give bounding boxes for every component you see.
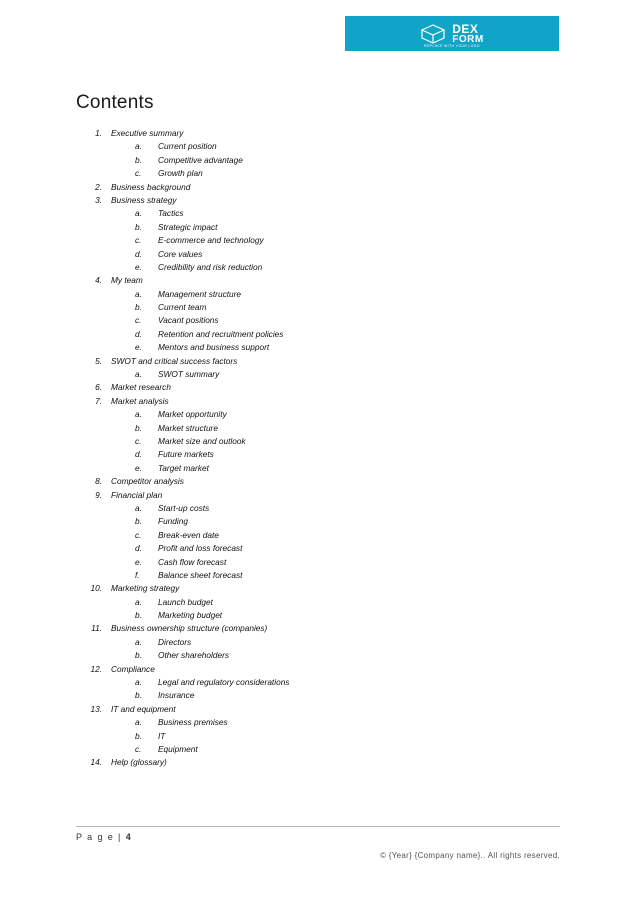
toc-subentry-label: Other shareholders xyxy=(158,650,230,661)
logo-brand-secondary: FORM xyxy=(452,33,484,45)
logo-placeholder xyxy=(345,16,559,51)
toc-entry-label: Executive summary xyxy=(111,128,184,138)
page-number xyxy=(76,832,132,842)
toc-subentry-label: Strategic impact xyxy=(158,221,218,232)
toc-subentry-number: b. xyxy=(135,690,142,701)
toc-subentry-number: b. xyxy=(135,302,142,313)
toc-entry-number: 9. xyxy=(95,489,102,500)
toc-entry[interactable] xyxy=(76,582,556,595)
toc-entry[interactable] xyxy=(76,756,556,769)
toc-subentry-number: e. xyxy=(135,462,142,473)
toc-subentry-label: SWOT summary xyxy=(158,369,220,380)
toc-subentry-label: Future markets xyxy=(158,449,214,460)
toc-subentry[interactable] xyxy=(76,288,556,301)
toc-subentry-number: a. xyxy=(135,636,142,647)
toc-subentry-label: Balance sheet forecast xyxy=(158,569,243,580)
toc-subentry[interactable] xyxy=(76,502,556,515)
toc-subentry[interactable] xyxy=(76,529,556,542)
toc-entry-label: Help (glossary) xyxy=(111,757,167,768)
toc-subentry[interactable] xyxy=(76,207,556,220)
toc-subentry-label: Funding xyxy=(158,516,188,527)
toc-subentry-label: Start-up costs xyxy=(158,502,210,513)
toc-subentry[interactable] xyxy=(76,730,556,743)
toc-subentry-number: c. xyxy=(135,168,142,179)
toc-subentry-number: e. xyxy=(135,261,142,272)
toc-subentry[interactable] xyxy=(76,368,556,381)
toc-entry[interactable] xyxy=(76,663,556,676)
toc-subentry-number: c. xyxy=(135,435,142,446)
toc-subentry-number: b. xyxy=(135,221,142,232)
toc-subentry-number: a. xyxy=(135,208,142,219)
toc-subentry[interactable] xyxy=(76,636,556,649)
toc-subentry-label: Growth plan xyxy=(158,168,203,179)
toc-entry[interactable] xyxy=(76,395,556,408)
toc-entry-label: Business strategy xyxy=(111,194,177,205)
toc-entry-number: 12. xyxy=(90,663,102,674)
toc-subentry[interactable] xyxy=(76,167,556,180)
toc-subentry[interactable] xyxy=(76,314,556,327)
toc-entry[interactable] xyxy=(76,127,556,140)
toc-entry-label: IT and equipment xyxy=(111,703,176,714)
toc-entry-number: 1. xyxy=(95,128,102,138)
toc-entry-number: 14. xyxy=(90,757,102,768)
toc-entry-number: 8. xyxy=(95,476,102,487)
toc-subentry[interactable] xyxy=(76,234,556,247)
toc-subentry-number: b. xyxy=(135,154,142,165)
toc-entry-label: Marketing strategy xyxy=(111,583,180,594)
logo-tagline: REPLACE WITH YOUR LOGO xyxy=(424,44,480,48)
toc-subentry[interactable] xyxy=(76,515,556,528)
toc-subentry[interactable] xyxy=(76,448,556,461)
toc-subentry-label: Target market xyxy=(158,462,209,473)
toc-entry[interactable] xyxy=(76,355,556,368)
toc-subentry-label: Directors xyxy=(158,636,192,647)
toc-subentry-number: e. xyxy=(135,342,142,353)
toc-subentry-number: c. xyxy=(135,529,142,540)
toc-subentry[interactable] xyxy=(76,261,556,274)
toc-subentry-label: Marketing budget xyxy=(158,610,223,621)
toc-subentry-number: b. xyxy=(135,516,142,527)
toc-entry-number: 2. xyxy=(95,181,102,192)
toc-entry-number: 3. xyxy=(95,194,102,205)
toc-subentry-label: Market opportunity xyxy=(158,409,227,420)
toc-subentry-number: c. xyxy=(135,235,142,246)
box-icon xyxy=(420,23,446,45)
toc-subentry-label: Mentors and business support xyxy=(158,342,270,353)
toc-entry-label: Compliance xyxy=(111,663,155,674)
toc-entry[interactable] xyxy=(76,703,556,716)
toc-entry-number: 4. xyxy=(95,275,102,286)
toc-subentry[interactable] xyxy=(76,328,556,341)
toc-subentry-label: Market structure xyxy=(158,422,218,433)
toc-subentry-label: Management structure xyxy=(158,288,242,299)
toc-subentry-label: Current team xyxy=(158,302,207,313)
toc-subentry[interactable] xyxy=(76,248,556,261)
toc-subentry-number: b. xyxy=(135,422,142,433)
toc-subentry-label: Core values xyxy=(158,248,203,259)
toc-subentry[interactable] xyxy=(76,743,556,756)
toc-subentry[interactable] xyxy=(76,154,556,167)
toc-subentry-label: Break-even date xyxy=(158,529,219,540)
toc-subentry-label: Insurance xyxy=(158,690,195,701)
toc-entry-number: 7. xyxy=(95,395,102,406)
toc-subentry-number: a. xyxy=(135,369,142,380)
toc-entry-label: SWOT and critical success factors xyxy=(111,355,238,366)
toc-subentry[interactable] xyxy=(76,676,556,689)
toc-subentry[interactable] xyxy=(76,462,556,475)
toc-subentry-number: b. xyxy=(135,730,142,741)
toc-entry-label: Business ownership structure (companies) xyxy=(111,623,268,634)
toc-entry[interactable] xyxy=(76,181,556,194)
toc-subentry-label: Competitive advantage xyxy=(158,154,243,165)
toc-entry-label: Market research xyxy=(111,382,171,393)
toc-subentry-number: e. xyxy=(135,556,142,567)
toc-subentry-number: c. xyxy=(135,315,142,326)
toc-subentry-number: d. xyxy=(135,248,142,259)
toc-subentry[interactable] xyxy=(76,556,556,569)
toc-subentry[interactable] xyxy=(76,542,556,555)
toc-subentry[interactable] xyxy=(76,609,556,622)
toc-entry-label: Competitor analysis xyxy=(111,476,184,487)
toc-subentry-label: Market size and outlook xyxy=(158,435,246,446)
toc-subentry-number: a. xyxy=(135,141,142,152)
toc-entry[interactable] xyxy=(76,274,556,287)
toc-subentry[interactable] xyxy=(76,689,556,702)
logo-brand-primary: DEX xyxy=(452,21,479,36)
toc-subentry-label: Legal and regulatory considerations xyxy=(158,677,290,688)
toc-entry[interactable] xyxy=(76,622,556,635)
toc-subentry-number: f. xyxy=(135,569,140,580)
toc-subentry-label: Tactics xyxy=(158,208,184,219)
toc-subentry[interactable] xyxy=(76,716,556,729)
toc-subentry-number: a. xyxy=(135,717,142,728)
page-title: Contents xyxy=(76,92,154,113)
toc-subentry-label: Credibility and risk reduction xyxy=(158,261,263,272)
toc-entry[interactable] xyxy=(76,489,556,502)
toc-subentry-number: a. xyxy=(135,409,142,420)
toc-subentry-label: Business premises xyxy=(158,717,228,728)
toc-subentry-number: d. xyxy=(135,449,142,460)
toc-subentry[interactable] xyxy=(76,341,556,354)
toc-subentry[interactable] xyxy=(76,140,556,153)
toc-subentry-label: Cash flow forecast xyxy=(158,556,227,567)
toc-subentry-number: d. xyxy=(135,328,142,339)
toc-subentry-number: b. xyxy=(135,650,142,661)
toc-subentry[interactable] xyxy=(76,596,556,609)
toc-entry[interactable] xyxy=(76,475,556,488)
toc-subentry-label: Current position xyxy=(158,141,217,152)
toc-subentry-number: b. xyxy=(135,610,142,621)
footer-divider xyxy=(76,826,560,827)
toc-subentry[interactable] xyxy=(76,408,556,421)
toc-entry-number: 6. xyxy=(95,382,102,393)
toc-entry[interactable] xyxy=(76,194,556,207)
toc-entry-number: 13. xyxy=(90,703,102,714)
toc-subentry[interactable] xyxy=(76,435,556,448)
toc-subentry-label: IT xyxy=(158,730,166,741)
toc-subentry-label: E-commerce and technology xyxy=(158,235,264,246)
toc-subentry-number: a. xyxy=(135,502,142,513)
toc-subentry-label: Retention and recruitment policies xyxy=(158,328,284,339)
toc-subentry[interactable] xyxy=(76,422,556,435)
toc-subentry[interactable] xyxy=(76,649,556,662)
toc-entry-label: My team xyxy=(111,275,143,286)
toc-subentry-number: a. xyxy=(135,677,142,688)
toc-subentry-label: Equipment xyxy=(158,743,198,754)
toc-subentry-number: a. xyxy=(135,288,142,299)
toc-subentry[interactable] xyxy=(76,301,556,314)
toc-subentry-label: Vacant positions xyxy=(158,315,219,326)
toc-subentry-number: d. xyxy=(135,543,142,554)
page-number-label: P a g e | xyxy=(76,832,122,842)
toc-entry-label: Business background xyxy=(111,181,191,192)
toc-entry-label: Market analysis xyxy=(111,395,169,406)
toc-entry-label: Financial plan xyxy=(111,489,163,500)
toc-subentry-number: a. xyxy=(135,596,142,607)
copyright-notice: © {Year} {Company name}.. All rights reserved. xyxy=(380,851,560,860)
toc-entry[interactable] xyxy=(76,381,556,394)
toc-subentry-label: Profit and loss forecast xyxy=(158,543,243,554)
toc-subentry[interactable] xyxy=(76,221,556,234)
toc-subentry-label: Launch budget xyxy=(158,596,213,607)
logo-lockup xyxy=(420,23,483,45)
toc-subentry-number: c. xyxy=(135,743,142,754)
page-number-value: 4 xyxy=(125,832,133,842)
table-of-contents xyxy=(76,127,556,770)
toc-entry-number: 5. xyxy=(95,355,102,366)
logo-wordmark xyxy=(452,23,483,45)
toc-entry-number: 10. xyxy=(90,583,102,594)
toc-subentry[interactable] xyxy=(76,569,556,582)
toc-entry-number: 11. xyxy=(91,623,102,634)
